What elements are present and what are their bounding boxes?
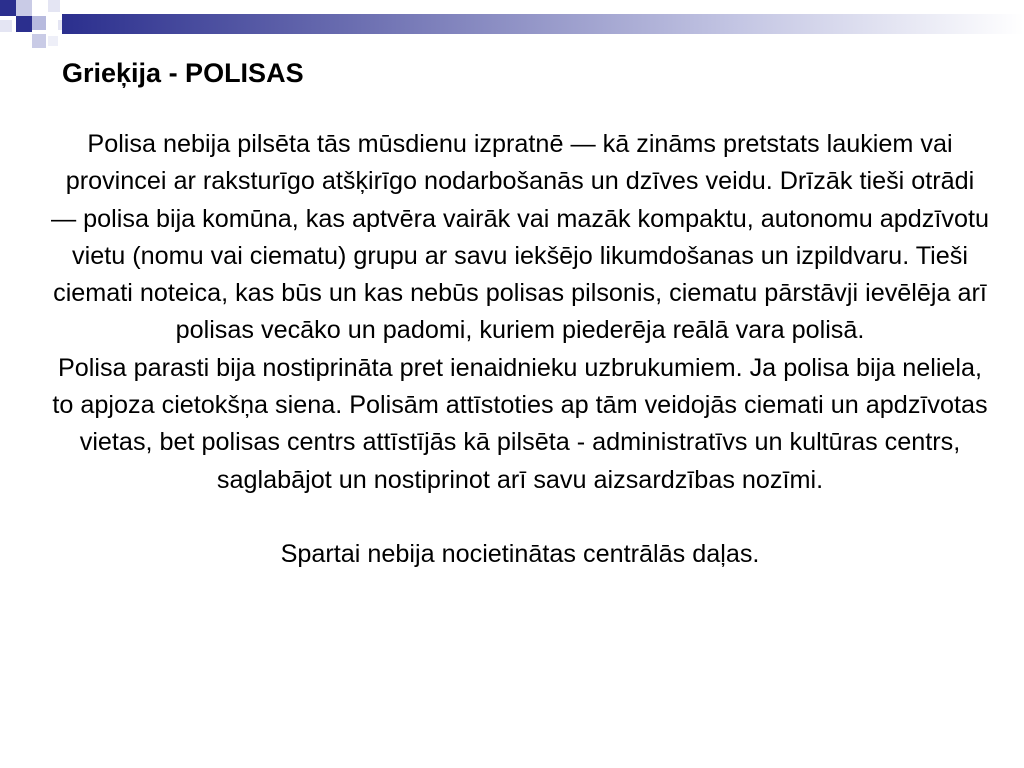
paragraph-2: Polisa parasti bija nostiprināta pret ienaidnieku uzbrukumiem. Ja polisa bija neliela, to apjoza cietokšņa siena. Polisām attīstoties ap tām veidojās ciemati un apdzīvotas vietas, bet polisas centrs attīstījās kā pilsēta - administratīvs un kultūras centrs, saglabājot un nostiprinot arī savu aizsardzības nozīmi. — [52, 353, 988, 494]
paragraph-spacer — [50, 499, 990, 536]
decor-square — [0, 20, 12, 32]
decor-square — [16, 0, 32, 16]
decor-square — [0, 0, 16, 16]
decor-square — [32, 16, 46, 30]
decor-square — [48, 36, 58, 46]
decor-square — [48, 0, 60, 12]
decor-square — [32, 34, 46, 48]
paragraph-1: Polisa nebija pilsēta tās mūsdienu izpratnē — kā zināms pretstats laukiem vai provincei ar raksturīgo atšķirīgo nodarbošanās un dzīves veidu. Drīzāk tieši otrādi — polisa bija komūna, kas aptvēra vairāk vai mazāk kompaktu, autonomu apdzīvotu vietu (nomu vai ciematu) grupu ar savu iekšējo likumdošanas un izpildvaru. Tieši ciemati noteica, kas būs un kas nebūs polisas pilsonis, ciematu pārstāvji ievēlēja arī polisas vecāko un padomi, kuriem piederēja reālā vara polisā. — [50, 130, 989, 345]
paragraph-3: Spartai nebija nocietinātas centrālās daļas. — [280, 540, 760, 569]
title-gradient-bar — [62, 14, 1024, 34]
slide-title: Grieķija - POLISAS — [62, 58, 304, 88]
decor-square — [16, 16, 32, 32]
slide-body — [50, 126, 990, 574]
